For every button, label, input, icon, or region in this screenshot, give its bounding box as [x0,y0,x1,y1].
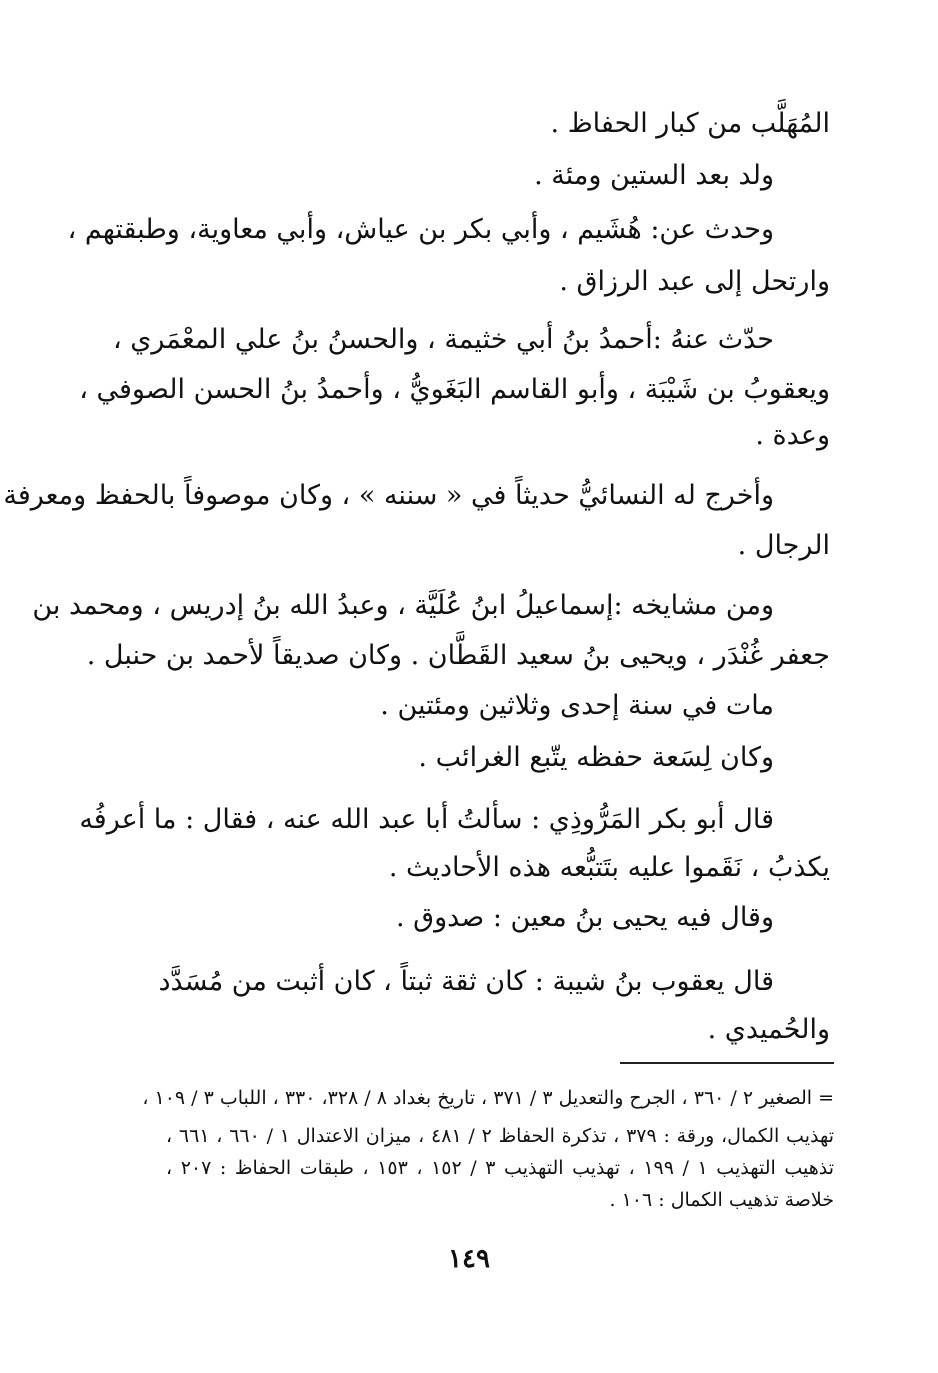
page-number: ١٤٩ [448,1244,490,1274]
text-line: ولد بعد الستين ومئة . [534,160,774,191]
footnote-line: = الصغير ٢ / ٣٦٠ ، الجرح والتعديل ٣ / ٣٧١ ، تاريخ بغداد ٨ / ٣٢٨، ٣٣٠ ، اللباب ٣ / ١٠٩ ، [142,1087,834,1109]
text-line: والحُميدي . [707,1014,830,1045]
footnote-separator [620,1062,834,1064]
text-line: قال يعقوب بنُ شيبة : كان ثقة ثبتاً ، كان أثبت من مُسَدَّد [158,966,774,997]
footnote-line: خلاصة تذهيب الكمال : ١٠٦ . [609,1189,834,1211]
text-line: المُهَلَّب من كبار الحفاظ . [550,108,830,139]
text-line: وأخرج له النسائيُّ حديثاً في « سننه » ، وكان موصوفاً بالحفظ ومعرفة [3,480,774,511]
text-line: وقال فيه يحيى بنُ معين : صدوق . [395,902,774,933]
text-line: قال أبو بكر المَرُّوذِي : سألتُ أبا عبد الله عنه ، فقال : ما أعرفُه [79,804,774,835]
footnote-line: تذهيب التهذيب ١ / ١٩٩ ، تهذيب التهذيب ٣ / ١٥٢ ، ١٥٣ ، طبقات الحفاظ : ٢٠٧ ، [166,1157,835,1179]
text-line: وارتحل إلى عبد الرزاق . [559,266,830,297]
text-line: وحدث عن: هُشَيم ، وأبي بكر بن عياش، وأبي معاوية، وطبقتهم ، [67,214,774,245]
text-line: ومن مشايخه :إسماعيلُ ابنُ عُلَيَّة ، وعبدُ الله بنُ إدريس ، ومحمد بن [32,590,774,621]
text-line: مات في سنة إحدى وثلاثين ومئتين . [380,690,774,721]
footnote-line: تهذيب الكمال، ورقة : ٣٧٩ ، تذكرة الحفاظ ٢ / ٤٨١ ، ميزان الاعتدال ١ / ٦٦٠ ، ٦٦١ ، [166,1125,835,1147]
text-line: وعدة . [755,420,830,451]
text-line: وكان لِسَعة حفظه يتّبع الغرائب . [418,742,774,773]
text-line: ويعقوبُ بن شَيْبَة ، وأبو القاسم البَغَويُّ ، وأحمدُ بنُ الحسن الصوفي ، [79,374,830,405]
text-line: الرجال . [737,530,830,561]
text-line: حدّث عنهُ :أحمدُ بنُ أبي خثيمة ، والحسنُ بنُ علي المعْمَري ، [112,324,774,355]
text-line: جعفر غُنْدَر ، ويحيى بنُ سعيد القَطَّان . وكان صديقاً لأحمد بن حنبل . [86,640,830,671]
text-line: يكذبُ ، نَقَموا عليه بتَتبُّعه هذه الأحاديث . [388,852,830,883]
